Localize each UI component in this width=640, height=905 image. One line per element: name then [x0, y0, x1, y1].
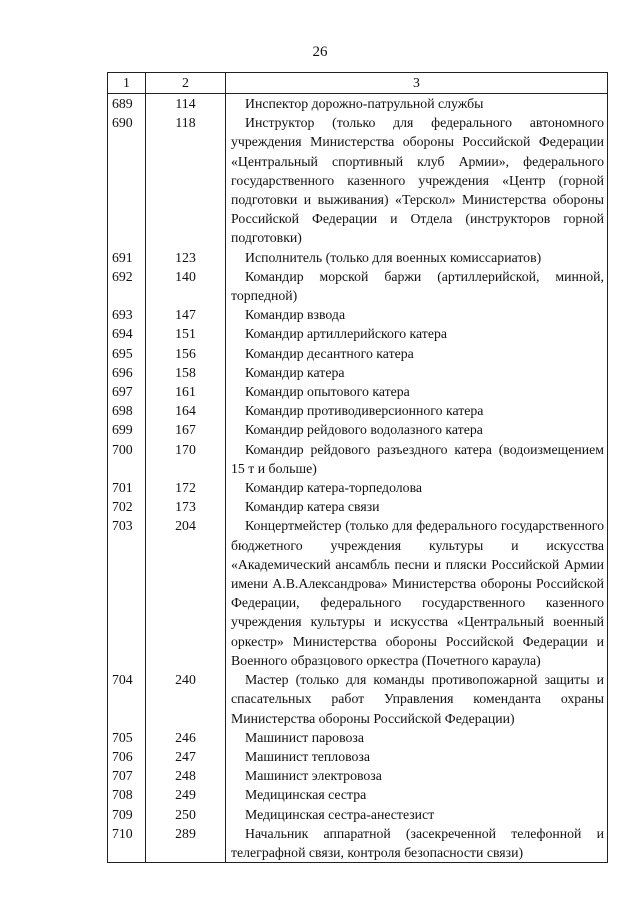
page-number: 26: [312, 44, 328, 60]
row-title-cell: Мастер (только для команды противопожарной защиты и спасательных работ Управления коменданта охраны Министерства обороны Российской Федерации): [226, 670, 608, 728]
row-code-cell: 248: [146, 766, 226, 785]
table-row: [108, 248, 608, 267]
row-title-cell: Командир рейдового разъездного катера (водоизмещением 15 т и больше): [226, 440, 608, 478]
row-number-cell: 689: [108, 94, 146, 114]
row-number-cell: 704: [108, 670, 146, 728]
row-number-cell: 698: [108, 401, 146, 420]
row-code-cell: 289: [146, 824, 226, 863]
row-title-cell: Начальник аппаратной (засекреченной телефонной и телеграфной связи, контроля безопасности связи): [226, 824, 608, 863]
row-code-cell: 156: [146, 344, 226, 363]
row-title-cell: Командир опытового катера: [226, 382, 608, 401]
table-row: [108, 420, 608, 439]
table-row: [108, 766, 608, 785]
table-row: [108, 344, 608, 363]
table-row: [108, 785, 608, 804]
row-code-cell: 147: [146, 305, 226, 324]
row-code-cell: 204: [146, 516, 226, 670]
row-title-cell: Командир морской баржи (артиллерийской, минной, торпедной): [226, 267, 608, 305]
row-number-cell: 696: [108, 363, 146, 382]
row-title-cell: Инструктор (только для федерального автономного учреждения Министерства обороны Российской Федерации «Центральный спортивный клуб Армии», федерального государственного казенного учреждения «Центр (горной подготовки и выживания) «Терскол» Министерства обороны Российской Федерации и Отдела (инструкторов горной подготовки): [226, 113, 608, 247]
row-title-cell: Машинист электровоза: [226, 766, 608, 785]
row-number-cell: 705: [108, 728, 146, 747]
table-row: [108, 670, 608, 728]
table-row: [108, 363, 608, 382]
row-number-cell: 707: [108, 766, 146, 785]
table-body: [108, 94, 608, 863]
row-number-cell: 695: [108, 344, 146, 363]
table-row: [108, 805, 608, 824]
row-number-cell: 703: [108, 516, 146, 670]
row-number-cell: 701: [108, 478, 146, 497]
table-row: [108, 497, 608, 516]
header-col-3: 3: [226, 73, 608, 94]
row-number-cell: 699: [108, 420, 146, 439]
row-title-cell: Командир катера: [226, 363, 608, 382]
row-number-cell: 702: [108, 497, 146, 516]
row-number-cell: 708: [108, 785, 146, 804]
row-title-cell: Командир артиллерийского катера: [226, 324, 608, 343]
table-row: [108, 824, 608, 863]
table-row: [108, 94, 608, 114]
table-row: [108, 478, 608, 497]
row-code-cell: 164: [146, 401, 226, 420]
row-title-cell: Командир противодиверсионного катера: [226, 401, 608, 420]
row-number-cell: 697: [108, 382, 146, 401]
row-title-cell: Командир рейдового водолазного катера: [226, 420, 608, 439]
table-row: [108, 728, 608, 747]
row-code-cell: 249: [146, 785, 226, 804]
table-row: [108, 324, 608, 343]
row-code-cell: 158: [146, 363, 226, 382]
row-title-cell: Исполнитель (только для военных комиссариатов): [226, 248, 608, 267]
row-number-cell: 709: [108, 805, 146, 824]
row-code-cell: 170: [146, 440, 226, 478]
row-code-cell: 173: [146, 497, 226, 516]
table-row: [108, 440, 608, 478]
row-number-cell: 710: [108, 824, 146, 863]
table-row: [108, 401, 608, 420]
row-title-cell: Машинист паровоза: [226, 728, 608, 747]
row-code-cell: 240: [146, 670, 226, 728]
row-code-cell: 172: [146, 478, 226, 497]
table-row: [108, 747, 608, 766]
row-number-cell: 700: [108, 440, 146, 478]
row-title-cell: Концертмейстер (только для федерального государственного бюджетного учреждения культуры и искусства «Академический ансамбль песни и пляски Российской Армии имени А.В.Александрова» Министерства обороны Российской Федерации, федерального государственного казенного учреждения культуры и искусства «Центральный военный оркестр» Министерства обороны Российской Федерации и Военного образцового оркестра (Почетного караула): [226, 516, 608, 670]
table-row: [108, 267, 608, 305]
table-row: [108, 305, 608, 324]
row-title-cell: Командир катера связи: [226, 497, 608, 516]
row-code-cell: 118: [146, 113, 226, 247]
row-code-cell: 247: [146, 747, 226, 766]
row-code-cell: 167: [146, 420, 226, 439]
row-number-cell: 691: [108, 248, 146, 267]
row-code-cell: 161: [146, 382, 226, 401]
table-row: [108, 113, 608, 247]
row-title-cell: Медицинская сестра-анестезист: [226, 805, 608, 824]
row-number-cell: 690: [108, 113, 146, 247]
table-row: [108, 516, 608, 670]
row-title-cell: Инспектор дорожно-патрульной службы: [226, 94, 608, 114]
row-number-cell: 692: [108, 267, 146, 305]
row-code-cell: 114: [146, 94, 226, 114]
table-row: [108, 382, 608, 401]
row-number-cell: 693: [108, 305, 146, 324]
positions-table: [107, 72, 608, 863]
row-title-cell: Командир катера-торпедолова: [226, 478, 608, 497]
row-number-cell: 706: [108, 747, 146, 766]
header-col-2: 2: [146, 73, 226, 94]
row-code-cell: 123: [146, 248, 226, 267]
header-col-1: 1: [108, 73, 146, 94]
row-code-cell: 246: [146, 728, 226, 747]
row-title-cell: Командир взвода: [226, 305, 608, 324]
row-title-cell: Машинист тепловоза: [226, 747, 608, 766]
row-number-cell: 694: [108, 324, 146, 343]
row-code-cell: 250: [146, 805, 226, 824]
row-code-cell: 151: [146, 324, 226, 343]
row-title-cell: Командир десантного катера: [226, 344, 608, 363]
row-code-cell: 140: [146, 267, 226, 305]
table-header-row: [108, 73, 608, 94]
row-title-cell: Медицинская сестра: [226, 785, 608, 804]
